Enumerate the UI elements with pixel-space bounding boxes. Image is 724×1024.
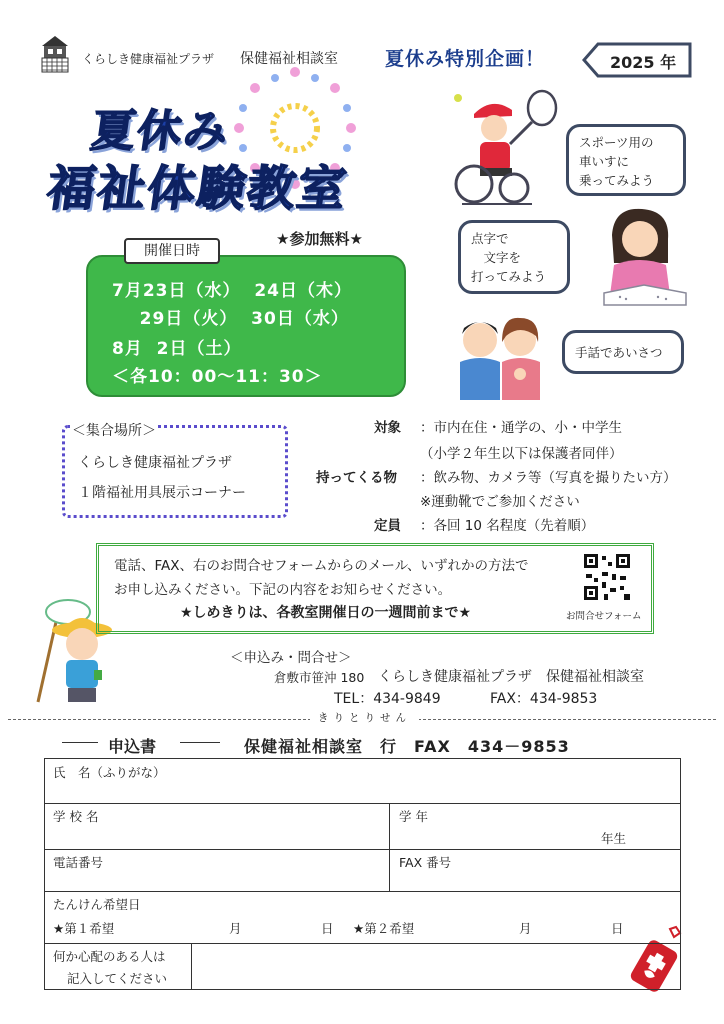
target-note: （小学２年生以下は保護者同伴） [420, 446, 623, 462]
year-text: 2025 年 [610, 53, 677, 72]
qr-code-icon[interactable] [582, 552, 632, 602]
contact-heading: ＜申込み・問合せ＞ [230, 650, 352, 666]
schedule-line: 7月23日（水） 24日（木） [112, 281, 352, 301]
org-logo-icon [38, 34, 72, 74]
title-line-1: 夏休み [87, 106, 233, 157]
first-choice-label: ★第１希望 [53, 921, 115, 936]
schedule-time: ＜各10：00～11：30＞ [112, 367, 323, 387]
table-rule [45, 891, 680, 892]
qr-code-label: お問合せフォーム [566, 611, 642, 622]
contact-tel: TEL：434-9849 [334, 691, 441, 707]
grade-field[interactable] [390, 821, 590, 849]
speech-bubble-wheelchair [566, 124, 686, 196]
meeting-place-line: １階福祉用具展示コーナー [78, 485, 246, 501]
day-label: 日 [321, 921, 334, 936]
schedule-line: 8月 2日（土） [112, 339, 242, 359]
table-rule [45, 803, 680, 804]
target-key: 対象 [374, 420, 401, 436]
sign-language-illustration [450, 310, 550, 400]
table-rule [45, 849, 680, 850]
name-field[interactable] [45, 777, 680, 803]
capacity-value: ：各回 10 名程度（先着順） [420, 518, 595, 534]
contact-address: 倉敷市笹沖 180 [274, 670, 365, 685]
concern-field[interactable] [192, 944, 622, 989]
day-label: 日 [611, 921, 624, 936]
concern-field-label: 記入してください [67, 971, 168, 986]
special-plan-label: 夏休み特別企画！ [385, 48, 546, 70]
bring-key: 持ってくる物 [316, 470, 397, 486]
application-form-table [44, 758, 681, 990]
speech-bubble-text: 手話であいさつ [575, 345, 663, 360]
school-field[interactable] [45, 821, 389, 849]
braille-reading-illustration [600, 205, 690, 310]
grade-field-label: 学 年 [399, 809, 428, 824]
date-choice-label: たんけん希望日 [53, 897, 141, 912]
form-title-rule [180, 742, 220, 743]
target-value: ：市内在住・通学の、小・中学生 [420, 420, 622, 436]
title-line-2: 福祉体験教室 [43, 161, 352, 217]
grade-suffix: 年生 [601, 831, 627, 846]
speech-bubble-sign-language [562, 330, 684, 374]
speech-bubble-text: 点字で 文字を 打ってみよう [471, 231, 547, 284]
notice-text: お申し込みください。下記の内容をお知らせください。 [114, 582, 452, 598]
concern-field-label: 何か心配のある人は [53, 949, 166, 964]
school-field-label: 学 校 名 [53, 809, 99, 824]
month-label: 月 [229, 921, 242, 936]
org-name: くらしき健康福祉プラザ [82, 52, 215, 66]
cut-line-label: きりとりせん [310, 710, 419, 725]
wheelchair-tennis-illustration [452, 88, 562, 208]
schedule-label: 開催日時 [124, 238, 220, 264]
speech-bubble-text: スポーツ用の 車いすに 乗ってみよう [579, 135, 655, 188]
dept-name: 保健福祉相談室 [240, 51, 338, 67]
second-choice-label: ★第２希望 [353, 921, 415, 936]
phone-field-label: 電話番号 [53, 855, 104, 870]
fax-field-label: FAX 番号 [399, 855, 452, 870]
phone-field[interactable] [45, 867, 389, 891]
month-label: 月 [519, 921, 532, 936]
deadline-text: ★しめきりは、各教室開催日の一週間前まで★ [180, 605, 472, 621]
speech-bubble-braille [458, 220, 570, 294]
name-field-label: 氏 名（ふりがな） [53, 765, 166, 780]
form-title: 申込書 [108, 737, 157, 756]
notice-text: 電話、FAX、右のお問合せフォームからのメール、いずれかの方法で [114, 558, 529, 574]
capacity-key: 定員 [374, 518, 401, 534]
schedule-line: 29日（火） 30日（水） [112, 309, 349, 329]
form-title-rule [62, 742, 98, 743]
contact-org: くらしき健康福祉プラザ 保健福祉相談室 [378, 669, 644, 685]
contact-fax: FAX：434-9853 [490, 691, 598, 707]
meeting-place-heading: ＜集合場所＞ [70, 420, 158, 440]
free-admission-label: ★参加無料★ [276, 230, 363, 248]
fax-field[interactable] [390, 867, 680, 891]
form-destination: 保健福祉相談室 行 FAX 434－9853 [244, 737, 570, 756]
bring-value: ：飲み物、カメラ等（写真を撮りたい方） [420, 470, 677, 486]
meeting-place-line: くらしき健康福祉プラザ [78, 455, 232, 471]
bring-note: ※運動靴でご参加ください [420, 494, 580, 510]
